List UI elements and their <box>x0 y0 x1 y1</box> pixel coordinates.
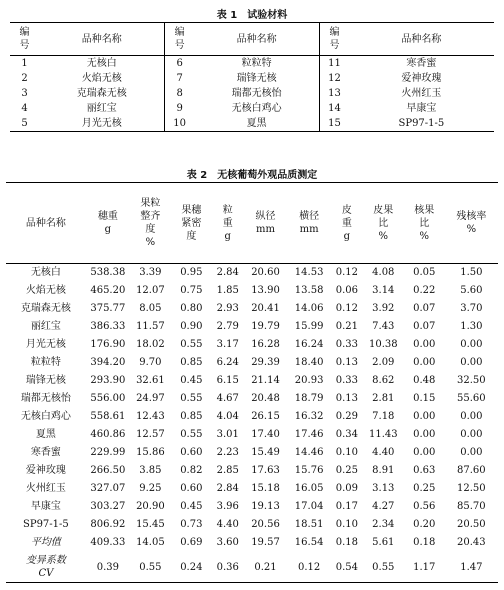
table2-value-cell: 0.90 <box>180 321 203 332</box>
table2-cv-value: 0.36 <box>212 552 244 583</box>
table2-cv-value: 0.55 <box>130 552 171 583</box>
table2-value-cell: 16.24 <box>294 339 324 350</box>
table2-value-cell: 12.57 <box>136 429 165 440</box>
table2-value-cell: 0.95 <box>180 267 203 278</box>
table2-value-cell: 0.00 <box>460 429 483 440</box>
table2-header-cell <box>287 183 331 264</box>
table2-value-cell: 0.75 <box>180 285 203 296</box>
table2-value-cell: 0.60 <box>180 447 203 458</box>
table2-header-line: mm <box>256 224 275 235</box>
table2-variety-cell: 克瑞森无核 <box>20 303 71 314</box>
table2-header-line: g <box>104 224 112 235</box>
table2-header-line: 整齐 <box>140 211 161 222</box>
table2-header-line: 纵径 <box>255 211 276 222</box>
table2-value-cell: 0.45 <box>180 375 203 386</box>
table2-value-cell: 176.90 <box>90 339 126 350</box>
table2-header-cell <box>244 183 288 264</box>
table2-row <box>6 336 498 354</box>
table2-value-cell: 6.15 <box>216 375 239 386</box>
table2-value-cell: 85.70 <box>457 501 486 512</box>
table2-value-cell: 556.00 <box>90 393 126 404</box>
table2-header-cell <box>6 183 86 264</box>
table2-value-cell: 0.09 <box>335 483 358 494</box>
table2-variety-cell: SP97-1-5 <box>22 519 69 530</box>
table1-header-cell: 品种名称 <box>194 23 320 56</box>
table1-variety-cell: 粒粒特 <box>241 58 272 69</box>
table2-caption: 表 2 无核葡萄外观品质测定 <box>186 170 318 181</box>
table2-value-cell: 0.48 <box>413 375 436 386</box>
table1-header-char: 号 <box>19 40 30 51</box>
table1-variety-cell: 夏黑 <box>194 116 320 132</box>
table2-row <box>6 264 498 283</box>
table2-header-line: % <box>419 230 429 242</box>
table1-row <box>10 86 494 101</box>
table2-value-cell: 3.01 <box>216 429 239 440</box>
table2-value-cell: 14.53 <box>294 267 324 278</box>
table2-header-line: 横径 <box>299 211 320 222</box>
table2-header-line: g <box>224 230 231 242</box>
table1-number-cell: 8 <box>165 86 194 101</box>
table2-value-cell: 0.00 <box>413 447 436 458</box>
table2-header-line: mm <box>299 224 319 235</box>
table2-value-cell: 0.63 <box>413 465 436 476</box>
table1-variety-cell: 爱神玫瑰 <box>401 73 442 84</box>
table2-header-line: 果粒 <box>140 198 161 209</box>
table2-value-cell: 17.04 <box>294 501 324 512</box>
table2-value-cell: 0.13 <box>335 393 358 404</box>
table2-header-cell <box>171 183 212 264</box>
table2-value-cell: 460.86 <box>90 429 126 440</box>
table2-value-cell: 293.90 <box>90 375 126 386</box>
table2-value-cell: 7.18 <box>372 411 395 422</box>
table2-header-line: 紧密 <box>181 217 202 229</box>
table1-variety-cell: 丽红宝 <box>86 103 117 114</box>
table2-value-cell: 0.13 <box>335 357 358 368</box>
table2-header-line: % <box>378 230 389 242</box>
table2-value-cell: 1.85 <box>216 285 239 296</box>
table1-header-char: 号 <box>174 40 185 51</box>
table2-value-cell: 0.55 <box>180 393 203 404</box>
table2-value-cell: 0.00 <box>460 447 483 458</box>
table2-value-cell: 29.39 <box>251 357 280 368</box>
table2-value-cell: 7.43 <box>372 321 395 332</box>
table2-row <box>6 462 498 480</box>
table1-number-cell: 3 <box>21 88 28 99</box>
table1-variety-cell: 火焰无核 <box>81 73 122 84</box>
table2-value-cell: 0.10 <box>335 447 358 458</box>
table2-value-cell: 3.96 <box>216 501 239 512</box>
table2-value-cell: 2.79 <box>216 321 239 332</box>
table1-variety-cell: 月光无核 <box>39 116 165 132</box>
table2-average-row <box>6 534 498 552</box>
table1-variety-cell: 无核白鸡心 <box>231 103 282 114</box>
table2-value-cell: 11.57 <box>136 321 165 332</box>
table2-variety-cell: 爱神玫瑰 <box>25 465 66 476</box>
table2-value-cell: 0.21 <box>335 321 358 332</box>
table2-value-cell: 0.60 <box>180 483 203 494</box>
table1-header-row <box>10 23 494 56</box>
table2-variety-cell: 无核白 <box>30 267 61 278</box>
table2-cv-value: 0.24 <box>171 552 212 583</box>
table2-value-cell: 0.05 <box>413 267 436 278</box>
table2-variety-cell: 粒粒特 <box>30 357 61 368</box>
table2-header-line: % <box>466 224 477 235</box>
table2-header-cell <box>86 183 130 264</box>
table2-row <box>6 354 498 372</box>
table2-cv-value: 0.21 <box>244 552 288 583</box>
table2-value-cell: 20.90 <box>136 501 165 512</box>
table2-value-cell: 1.50 <box>460 267 483 278</box>
table2-header-line: 粒 <box>222 204 233 216</box>
table2-value-cell: 18.40 <box>294 357 324 368</box>
table2-row <box>6 408 498 426</box>
table2-variety-cell: 无核白鸡心 <box>20 411 71 422</box>
table2-value-cell: 13.90 <box>251 285 280 296</box>
table1-materials <box>10 22 494 132</box>
table2-value-cell: 4.27 <box>372 501 395 512</box>
table2-value-cell: 16.32 <box>294 411 324 422</box>
table2-value-cell: 0.12 <box>335 267 358 278</box>
table2-average-value: 20.43 <box>457 537 486 548</box>
table2-value-cell: 465.20 <box>90 285 126 296</box>
table2-average-label: 平均值 <box>30 537 61 548</box>
table2-value-cell: 0.22 <box>413 285 436 296</box>
table1-variety-cell: SP97-1-5 <box>349 116 494 132</box>
table2-row <box>6 516 498 534</box>
table1-number-cell: 13 <box>320 86 349 101</box>
table1-caption: 表 1 试验材料 <box>216 10 288 21</box>
table2-value-cell: 8.62 <box>372 375 395 386</box>
table2-header-cell <box>445 183 498 264</box>
table2-value-cell: 4.40 <box>372 447 395 458</box>
table2-value-cell: 4.40 <box>216 519 239 530</box>
table1-number-cell: 15 <box>320 116 349 132</box>
table1-number-cell: 4 <box>21 103 28 114</box>
table1-header-cell: 品种名称 <box>39 23 165 56</box>
table2-value-cell: 20.48 <box>251 393 280 404</box>
table1-number-cell: 11 <box>320 56 349 72</box>
table2-header-line: 品种名称 <box>25 217 66 229</box>
table2-value-cell: 15.18 <box>251 483 280 494</box>
table2-value-cell: 806.92 <box>90 519 126 530</box>
table2-row <box>6 282 498 300</box>
table2-value-cell: 0.33 <box>335 339 358 350</box>
table2-value-cell: 0.00 <box>460 411 483 422</box>
table2-value-cell: 2.34 <box>372 519 395 530</box>
table2-value-cell: 0.20 <box>413 519 436 530</box>
table1-header-char: 编 <box>19 27 30 38</box>
table2-value-cell: 2.85 <box>216 465 239 476</box>
table2-average-value: 19.57 <box>251 537 280 548</box>
table2-variety-cell: 丽红宝 <box>30 321 61 332</box>
table2-cv-value: 0.39 <box>86 552 130 583</box>
table2-value-cell: 15.45 <box>136 519 165 530</box>
table2-value-cell: 0.00 <box>413 429 436 440</box>
table2-value-cell: 20.93 <box>294 375 324 386</box>
table2-value-cell: 17.40 <box>251 429 280 440</box>
table2-variety-cell: 月光无核 <box>25 339 66 350</box>
table1-header-cell <box>165 23 194 56</box>
table2-value-cell: 0.00 <box>460 357 483 368</box>
table1-number-cell: 7 <box>165 71 194 86</box>
table2-value-cell: 0.73 <box>180 519 203 530</box>
table1-header-cell <box>320 23 349 56</box>
table2-header-line: 度 <box>145 224 156 235</box>
table2-average-value: 3.60 <box>216 537 239 548</box>
table2-value-cell: 375.77 <box>90 303 126 314</box>
table2-value-cell: 16.05 <box>294 483 324 494</box>
table2-value-cell: 14.06 <box>294 303 324 314</box>
table2-average-value: 0.18 <box>335 537 358 548</box>
table2-value-cell: 4.67 <box>216 393 239 404</box>
table2-value-cell: 15.49 <box>251 447 280 458</box>
table2-value-cell: 14.46 <box>294 447 324 458</box>
table2-header-line: % <box>145 237 156 248</box>
table2-average-value: 0.18 <box>413 537 436 548</box>
table2-header-line: 穗重 <box>97 211 118 222</box>
table2-value-cell: 15.76 <box>294 465 324 476</box>
table2-average-value: 16.54 <box>294 537 324 548</box>
table2-value-cell: 8.05 <box>139 303 162 314</box>
table2-value-cell: 15.99 <box>294 321 324 332</box>
table1-variety-cell: 瑞锋无核 <box>236 73 277 84</box>
table1-number-cell: 1 <box>21 58 28 69</box>
table2-value-cell: 3.39 <box>139 267 162 278</box>
table2-row <box>6 372 498 390</box>
table2-value-cell: 32.50 <box>457 375 486 386</box>
table2-cv-row <box>6 552 498 583</box>
table1-variety-cell: 寒香蜜 <box>406 58 437 69</box>
table2-header-cell <box>331 183 363 264</box>
table2-header-line: 重 <box>341 217 352 229</box>
table1-variety-cell: 克瑞森无核 <box>76 88 127 99</box>
table2-value-cell: 0.17 <box>335 501 358 512</box>
table2-value-cell: 13.58 <box>294 285 324 296</box>
table2-row <box>6 498 498 516</box>
table1-number-cell: 12 <box>320 71 349 86</box>
table2-header-cell <box>363 183 404 264</box>
table2-value-cell: 2.84 <box>216 483 239 494</box>
table2-value-cell: 19.13 <box>251 501 280 512</box>
table2-header-line: 皮果 <box>373 204 394 216</box>
table1-number-cell: 2 <box>21 73 28 84</box>
table2-appearance-quality <box>6 182 498 583</box>
table2-row <box>6 444 498 462</box>
table2-value-cell: 18.51 <box>294 519 324 530</box>
table2-cv-value: 0.55 <box>363 552 404 583</box>
table2-value-cell: 16.28 <box>251 339 280 350</box>
table2-value-cell: 87.60 <box>457 465 486 476</box>
table2-cv-value: 0.12 <box>287 552 331 583</box>
table2-value-cell: 4.04 <box>216 411 239 422</box>
table2-value-cell: 3.70 <box>460 303 483 314</box>
table1-number-cell: 5 <box>10 116 39 132</box>
table2-value-cell: 4.08 <box>372 267 395 278</box>
table2-value-cell: 2.93 <box>216 303 239 314</box>
table2-value-cell: 0.34 <box>335 429 358 440</box>
table2-value-cell: 3.13 <box>372 483 395 494</box>
table2-value-cell: 394.20 <box>90 357 126 368</box>
table2-value-cell: 0.00 <box>413 357 436 368</box>
table2-value-cell: 3.17 <box>216 339 239 350</box>
table2-value-cell: 229.99 <box>90 447 126 458</box>
table2-header-cell <box>404 183 445 264</box>
table1-row <box>10 56 494 72</box>
table2-value-cell: 55.60 <box>457 393 486 404</box>
table2-value-cell: 11.43 <box>368 429 398 440</box>
table2-header-line: 皮 <box>341 204 352 216</box>
table2-value-cell: 1.30 <box>460 321 483 332</box>
table1-header-cell <box>10 23 39 56</box>
table2-value-cell: 0.56 <box>413 501 436 512</box>
table2-value-cell: 266.50 <box>90 465 126 476</box>
table2-average-value: 0.69 <box>180 537 203 548</box>
table1-header-char: 编 <box>174 27 185 38</box>
table2-value-cell: 0.33 <box>335 375 358 386</box>
table2-header-cell <box>212 183 244 264</box>
table2-value-cell: 26.15 <box>251 411 280 422</box>
table2-value-cell: 0.85 <box>180 411 203 422</box>
table2-row <box>6 480 498 498</box>
table2-row <box>6 300 498 318</box>
table2-cv-value: 0.54 <box>331 552 363 583</box>
table1-number-cell: 6 <box>165 56 194 72</box>
table2-value-cell: 386.33 <box>90 321 126 332</box>
table2-value-cell: 12.50 <box>457 483 486 494</box>
table2-value-cell: 12.07 <box>136 285 165 296</box>
table2-value-cell: 0.15 <box>413 393 436 404</box>
table2-value-cell: 0.55 <box>180 429 203 440</box>
table2-value-cell: 0.82 <box>180 465 203 476</box>
table2-value-cell: 24.97 <box>136 393 165 404</box>
table1-number-cell: 14 <box>320 101 349 116</box>
table2-row <box>6 426 498 444</box>
table2-cv-label <box>6 552 86 583</box>
table2-value-cell: 0.00 <box>413 411 436 422</box>
table2-value-cell: 5.60 <box>460 285 483 296</box>
table2-cv-value: 1.47 <box>445 552 498 583</box>
table2-value-cell: 20.41 <box>251 303 280 314</box>
table2-row <box>6 318 498 336</box>
table2-value-cell: 3.92 <box>372 303 395 314</box>
table2-value-cell: 2.84 <box>216 267 239 278</box>
table1-variety-cell: 火州红玉 <box>401 88 442 99</box>
table2-variety-cell: 早康宝 <box>30 501 61 512</box>
table2-value-cell: 0.85 <box>180 357 203 368</box>
table1-variety-cell: 瑞都无核怡 <box>231 88 282 99</box>
table2-value-cell: 0.07 <box>413 303 436 314</box>
table2-header-line: 比 <box>419 217 430 229</box>
table2-value-cell: 327.07 <box>90 483 126 494</box>
table2-header-line: 核果 <box>414 204 435 216</box>
table2-variety-cell: 瑞锋无核 <box>25 375 66 386</box>
table2-value-cell: 0.29 <box>335 411 358 422</box>
table2-value-cell: 6.24 <box>216 357 239 368</box>
table2-value-cell: 0.00 <box>413 339 436 350</box>
table2-header-row <box>6 183 498 264</box>
table2-variety-cell: 火州红玉 <box>25 483 66 494</box>
table1-variety-cell: 早康宝 <box>406 103 437 114</box>
table2-header-line: 度 <box>186 230 197 242</box>
table2-value-cell: 0.45 <box>180 501 203 512</box>
table2-value-cell: 303.27 <box>90 501 126 512</box>
table2-value-cell: 0.00 <box>460 339 483 350</box>
table1-row <box>10 101 494 116</box>
table2-value-cell: 8.91 <box>372 465 395 476</box>
table2-value-cell: 0.80 <box>180 303 203 314</box>
table2-variety-cell: 火焰无核 <box>25 285 66 296</box>
table2-value-cell: 0.25 <box>413 483 436 494</box>
table2-variety-cell: 夏黑 <box>35 429 56 440</box>
table1-variety-cell: 无核白 <box>86 58 117 69</box>
table2-header-line: 果穗 <box>181 204 202 216</box>
table1-row <box>10 71 494 86</box>
table2-value-cell: 2.81 <box>372 393 395 404</box>
table1-header-cell: 品种名称 <box>349 23 494 56</box>
table2-value-cell: 20.56 <box>251 519 280 530</box>
table2-value-cell: 18.79 <box>294 393 324 404</box>
table2-value-cell: 20.60 <box>251 267 280 278</box>
table2-value-cell: 21.14 <box>251 375 280 386</box>
table2-header-line: g <box>343 230 351 242</box>
table2-value-cell: 538.38 <box>90 267 126 278</box>
table1-header-char: 编 <box>329 27 340 38</box>
table2-value-cell: 0.06 <box>335 285 358 296</box>
table2-value-cell: 20.50 <box>457 519 486 530</box>
table2-value-cell: 0.10 <box>335 519 358 530</box>
table2-value-cell: 9.25 <box>139 483 162 494</box>
table2-value-cell: 0.12 <box>335 303 358 314</box>
table2-header-line: 比 <box>378 217 389 229</box>
table2-average-value: 14.05 <box>136 537 165 548</box>
table2-value-cell: 19.79 <box>251 321 280 332</box>
table2-value-cell: 18.02 <box>136 339 165 350</box>
table2-value-cell: 12.43 <box>136 411 165 422</box>
table2-value-cell: 3.85 <box>139 465 162 476</box>
table1-header-char: 号 <box>329 40 340 51</box>
table2-value-cell: 0.25 <box>335 465 358 476</box>
table2-header-cell <box>130 183 171 264</box>
table2-value-cell: 0.07 <box>413 321 436 332</box>
table2-value-cell: 3.14 <box>372 285 395 296</box>
table2-value-cell: 17.63 <box>251 465 280 476</box>
table2-header-line: 重 <box>222 217 233 229</box>
table1-number-cell: 9 <box>165 101 194 116</box>
table2-value-cell: 0.55 <box>180 339 203 350</box>
table2-value-cell: 558.61 <box>90 411 126 422</box>
table2-cv-label-line: CV <box>38 568 54 579</box>
table2-row <box>6 390 498 408</box>
table2-value-cell: 17.46 <box>294 429 324 440</box>
table2-cv-value: 1.17 <box>404 552 445 583</box>
table2-cv-label-line: 变异系数 <box>25 555 66 566</box>
table1-row <box>10 116 494 132</box>
table2-variety-cell: 寒香蜜 <box>30 447 61 458</box>
table2-variety-cell: 瑞都无核怡 <box>20 393 71 404</box>
table2-value-cell: 9.70 <box>139 357 162 368</box>
table2-value-cell: 10.38 <box>368 339 398 350</box>
table2-value-cell: 2.23 <box>216 447 239 458</box>
table2-header-line: 残核率 <box>456 211 487 222</box>
table2-value-cell: 15.86 <box>136 447 165 458</box>
table2-value-cell: 2.09 <box>372 357 395 368</box>
table2-value-cell: 32.61 <box>136 375 165 386</box>
table1-number-cell: 10 <box>165 116 194 132</box>
table2-average-value: 409.33 <box>90 537 126 548</box>
table2-average-value: 5.61 <box>372 537 395 548</box>
